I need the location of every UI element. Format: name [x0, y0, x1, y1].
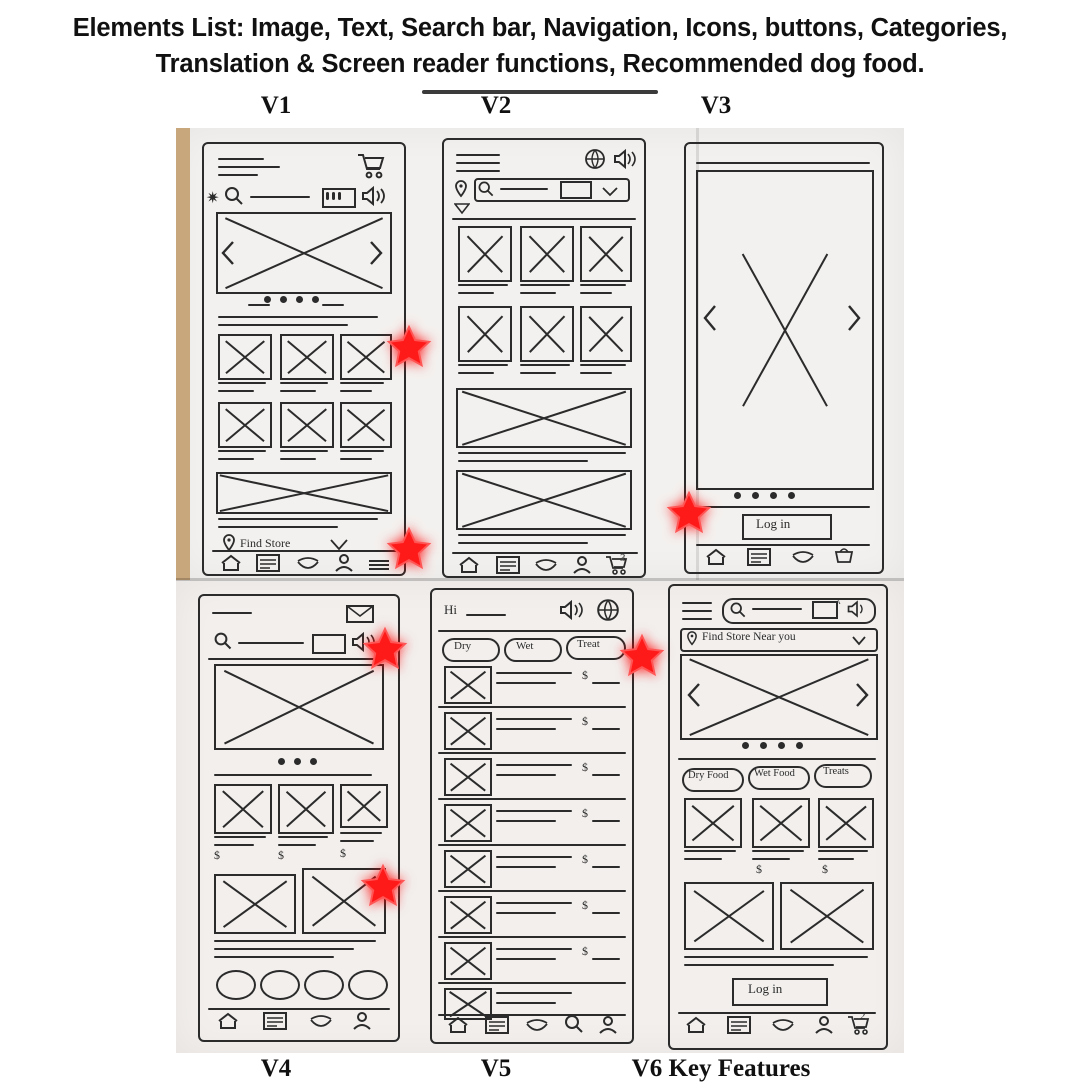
- list-icon[interactable]: [746, 548, 772, 571]
- list-thumb[interactable]: [444, 666, 492, 704]
- cardboard-edge: [176, 128, 190, 580]
- bowl-icon[interactable]: [524, 1016, 550, 1039]
- search-icon[interactable]: [478, 181, 494, 202]
- login-button-label: Log in: [756, 516, 791, 531]
- annotation-star: [360, 863, 406, 909]
- category-chip-label: Wet Food: [754, 768, 795, 779]
- location-pin-icon[interactable]: [454, 180, 468, 203]
- product-thumb[interactable]: [752, 798, 810, 848]
- speaker-icon[interactable]: [360, 186, 388, 211]
- cart-icon[interactable]: [356, 152, 386, 185]
- carousel-dot[interactable]: [752, 492, 759, 499]
- sketch-v6-phone: [668, 584, 888, 1050]
- carousel-dot[interactable]: [770, 492, 777, 499]
- version-label-v3: V3: [700, 92, 732, 119]
- carousel-dot[interactable]: [310, 758, 317, 765]
- annotation-star: [386, 526, 432, 572]
- globe-icon[interactable]: [584, 148, 606, 175]
- category-circle[interactable]: [304, 970, 344, 1000]
- search-icon[interactable]: [730, 602, 746, 623]
- carousel-dot[interactable]: [796, 742, 803, 749]
- product-thumb[interactable]: [818, 798, 874, 848]
- profile-icon[interactable]: [572, 556, 592, 579]
- annotation-star: [362, 626, 408, 672]
- category-chip-label: Dry: [454, 640, 472, 652]
- category-circle[interactable]: [216, 970, 256, 1000]
- annotation-star: [666, 490, 712, 536]
- carousel-dot[interactable]: [778, 742, 785, 749]
- product-thumb[interactable]: [458, 226, 512, 282]
- search-icon[interactable]: [564, 1014, 584, 1039]
- annotation-star: [386, 324, 432, 370]
- wireframe-photo: [176, 128, 904, 1053]
- carousel-dot[interactable]: [734, 492, 741, 499]
- elements-list-line-2: Translation & Screen reader functions, Recommended dog food.: [155, 50, 925, 78]
- carousel-dot[interactable]: [294, 758, 301, 765]
- elements-list-line-1: Elements List: Image, Text, Search bar, Navigation, Icons, buttons, Categories,: [72, 14, 1008, 42]
- chevron-right-icon[interactable]: [368, 240, 384, 271]
- annotation-star: [619, 633, 665, 679]
- bowl-icon[interactable]: [308, 1012, 334, 1035]
- category-circle[interactable]: [260, 970, 300, 1000]
- greeting-label: Hi: [444, 602, 457, 617]
- product-thumb[interactable]: [580, 226, 632, 282]
- promo-banner[interactable]: [456, 388, 632, 448]
- hero-image-placeholder[interactable]: [214, 664, 384, 750]
- product-thumb[interactable]: [580, 306, 632, 362]
- home-icon[interactable]: [684, 1016, 708, 1039]
- product-thumb[interactable]: [520, 306, 574, 362]
- bowl-icon[interactable]: [534, 556, 558, 579]
- chevron-down-icon[interactable]: [852, 633, 866, 651]
- price-label: $: [214, 848, 220, 862]
- feature-tile[interactable]: [780, 882, 874, 950]
- list-icon[interactable]: [484, 1016, 510, 1039]
- chevron-left-icon[interactable]: [686, 682, 702, 713]
- list-thumb[interactable]: [444, 712, 492, 750]
- product-thumb[interactable]: [458, 306, 512, 362]
- carousel-dot[interactable]: [280, 296, 287, 303]
- carousel-dot[interactable]: [264, 296, 271, 303]
- bowl-icon[interactable]: [296, 554, 320, 577]
- carousel-dot[interactable]: [278, 758, 285, 765]
- version-labels-bottom: [176, 1055, 906, 1087]
- translate-icon[interactable]: [312, 634, 346, 654]
- profile-icon[interactable]: [814, 1016, 834, 1039]
- carousel-dot[interactable]: [742, 742, 749, 749]
- bowl-icon[interactable]: [790, 548, 816, 571]
- search-icon[interactable]: [214, 632, 232, 655]
- product-thumb[interactable]: [218, 334, 272, 380]
- home-icon[interactable]: [220, 554, 242, 577]
- category-chip-label: Treats: [823, 766, 849, 777]
- price-label: $: [582, 760, 588, 774]
- cart-icon[interactable]: [832, 546, 856, 573]
- speaker-icon[interactable]: [612, 148, 638, 175]
- hero-image-placeholder[interactable]: [680, 654, 878, 740]
- category-chip-label: Treat: [577, 638, 600, 650]
- product-thumb[interactable]: [214, 784, 272, 834]
- category-chip-label: Wet: [516, 640, 534, 652]
- price-label: $: [582, 806, 588, 820]
- version-label-v5: V5: [480, 1055, 512, 1082]
- list-icon[interactable]: [726, 1016, 752, 1039]
- price-label: $: [340, 846, 346, 860]
- hero-image-placeholder[interactable]: [216, 212, 392, 294]
- price-label: $: [582, 898, 588, 912]
- find-store-label[interactable]: Find Store Near you: [702, 631, 796, 643]
- speaker-icon[interactable]: [846, 600, 868, 623]
- product-thumb[interactable]: [340, 784, 388, 828]
- list-thumb[interactable]: [444, 896, 492, 934]
- feature-tile[interactable]: [684, 882, 774, 950]
- promo-banner[interactable]: [456, 470, 632, 530]
- home-icon[interactable]: [704, 548, 728, 571]
- cart-badge: 3: [620, 552, 626, 564]
- product-thumb[interactable]: [280, 402, 334, 448]
- list-thumb[interactable]: [444, 850, 492, 888]
- cart-icon[interactable]: [846, 1014, 870, 1041]
- price-label: $: [756, 862, 762, 876]
- product-thumb[interactable]: [684, 798, 742, 848]
- sketch-v1-phone: [202, 142, 406, 576]
- list-thumb[interactable]: [444, 804, 492, 842]
- chevron-left-icon[interactable]: [220, 240, 236, 271]
- product-thumb[interactable]: [340, 334, 392, 380]
- product-thumb[interactable]: [520, 226, 574, 282]
- header: [0, 0, 1080, 94]
- list-icon[interactable]: [262, 1012, 288, 1035]
- feature-tile[interactable]: [214, 874, 296, 934]
- category-circle[interactable]: [348, 970, 388, 1000]
- translate-icon[interactable]: [812, 601, 838, 619]
- list-icon[interactable]: [256, 554, 280, 577]
- price-label: $: [822, 862, 828, 876]
- globe-icon[interactable]: [596, 598, 620, 627]
- product-thumb[interactable]: [218, 402, 272, 448]
- profile-icon[interactable]: [352, 1012, 372, 1035]
- version-label-v2: V2: [480, 92, 512, 119]
- translate-icon[interactable]: [560, 181, 592, 199]
- price-label: $: [278, 848, 284, 862]
- dropdown-arrow-icon[interactable]: [602, 184, 618, 202]
- chevron-right-icon[interactable]: [854, 682, 870, 713]
- star-marker: ✷: [206, 190, 220, 207]
- carousel-dot[interactable]: [788, 492, 795, 499]
- location-pin-icon: [686, 631, 698, 651]
- bowl-icon[interactable]: [770, 1016, 796, 1039]
- product-thumb[interactable]: [278, 784, 334, 834]
- chevron-right-icon[interactable]: [846, 304, 862, 337]
- home-icon[interactable]: [446, 1016, 470, 1039]
- price-label: $: [582, 668, 588, 682]
- product-thumb[interactable]: [340, 402, 392, 448]
- find-store-label[interactable]: Find Store: [240, 536, 291, 550]
- carousel-dot[interactable]: [760, 742, 767, 749]
- version-label-v6: V6 Key Features: [631, 1055, 811, 1082]
- home-icon[interactable]: [458, 556, 480, 579]
- price-label: $: [582, 714, 588, 728]
- chevron-left-icon[interactable]: [702, 304, 718, 337]
- sketch-v3-phone: [684, 142, 884, 574]
- login-button-label: Log in: [748, 981, 783, 996]
- version-label-v1: V1: [260, 92, 292, 119]
- promo-banner[interactable]: [216, 472, 392, 514]
- product-thumb[interactable]: [280, 334, 334, 380]
- sketch-v5-phone: [430, 588, 634, 1044]
- sketch-v2-phone: [442, 138, 646, 578]
- translate-label: ᴬ: [836, 598, 841, 610]
- profile-icon[interactable]: [334, 554, 354, 577]
- list-thumb[interactable]: [444, 758, 492, 796]
- list-thumb[interactable]: [444, 942, 492, 980]
- speaker-icon[interactable]: [558, 600, 586, 625]
- version-label-v4: V4: [260, 1055, 292, 1082]
- carousel-dot[interactable]: [296, 296, 303, 303]
- search-icon[interactable]: [224, 186, 244, 211]
- list-icon[interactable]: [496, 556, 520, 579]
- home-icon[interactable]: [216, 1012, 240, 1035]
- price-label: $: [582, 852, 588, 866]
- cart-badge: 2: [860, 1010, 866, 1022]
- profile-icon[interactable]: [598, 1016, 618, 1039]
- version-labels-top: [176, 92, 906, 124]
- price-label: $: [582, 944, 588, 958]
- carousel-dot[interactable]: [312, 296, 319, 303]
- category-chip-label: Dry Food: [688, 770, 729, 781]
